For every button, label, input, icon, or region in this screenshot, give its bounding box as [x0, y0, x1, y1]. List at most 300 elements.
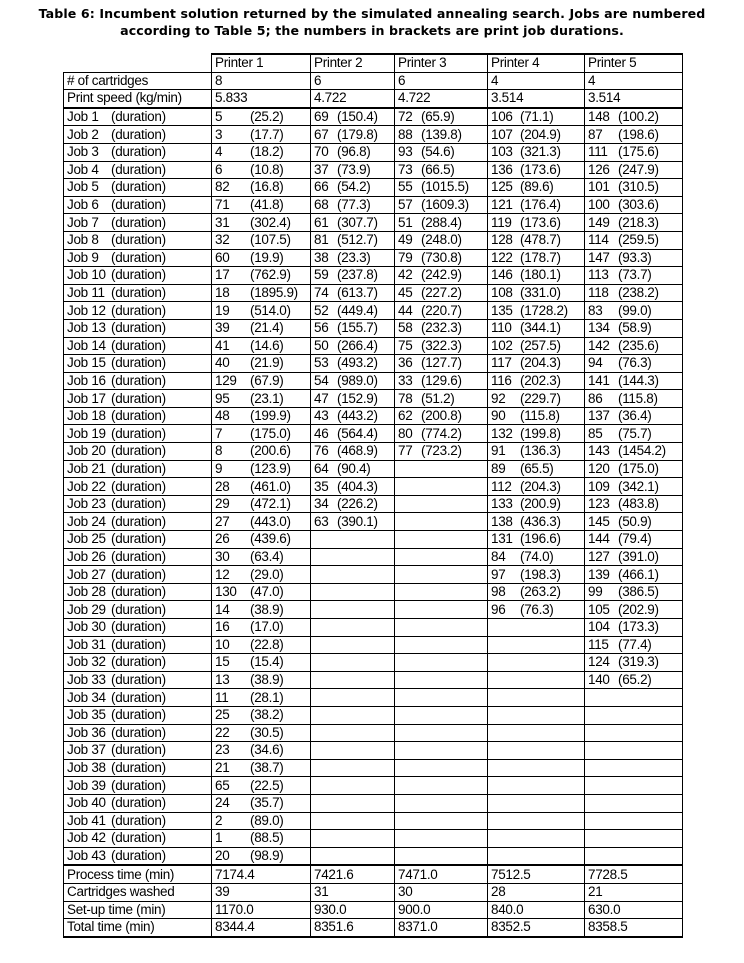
job-assignment-cell: [488, 706, 585, 724]
job-assignment-cell: [395, 319, 488, 337]
job-assignment-cell: [488, 636, 585, 654]
job-assignment-cell: [212, 337, 311, 355]
job-assignment-cell: [585, 548, 683, 566]
job-assignment-cell: [395, 495, 488, 513]
job-number-label: Job 10: [67, 267, 106, 283]
job-assignment-cell: [311, 794, 395, 812]
job-duration: (342.1): [618, 478, 659, 494]
job-duration: (22.5): [250, 777, 284, 793]
row-label: Cartridges washed: [64, 883, 212, 901]
job-id: 128: [491, 232, 513, 248]
row-value: 28: [488, 883, 585, 901]
job-label: [64, 794, 212, 812]
job-id: 9: [215, 460, 223, 476]
duration-label: (duration): [111, 566, 166, 582]
job-duration: (202.9): [618, 601, 659, 617]
row-value: 31: [311, 883, 395, 901]
job-duration: (1895.9): [250, 285, 298, 301]
duration-label: (duration): [111, 478, 166, 494]
job-duration: (198.6): [618, 126, 659, 142]
job-label: [64, 495, 212, 513]
job-assignment-cell: [488, 284, 585, 302]
job-id: 35: [314, 478, 329, 494]
job-id: 22: [215, 724, 230, 740]
job-assignment-cell: [585, 583, 683, 601]
job-id: 63: [314, 513, 329, 529]
job-label: [64, 513, 212, 531]
job-assignment-cell: [488, 108, 585, 126]
job-assignment-cell: [311, 407, 395, 425]
job-assignment-cell: [212, 478, 311, 496]
job-id: 91: [491, 443, 506, 459]
job-duration: (18.2): [250, 144, 284, 160]
job-id: 129: [215, 372, 237, 388]
row-value: 39: [212, 883, 311, 901]
duration-label: (duration): [111, 232, 166, 248]
job-duration: (232.3): [421, 320, 462, 336]
job-duration: (198.3): [520, 566, 561, 582]
job-label: [64, 812, 212, 830]
job-id: 68: [314, 197, 329, 213]
job-number-label: Job 19: [67, 425, 106, 441]
job-duration: (21.4): [250, 320, 284, 336]
job-number-label: Job 1: [67, 109, 99, 125]
job-number-label: Job 17: [67, 390, 106, 406]
job-duration: (66.5): [421, 161, 455, 177]
job-number-label: Job 32: [67, 654, 106, 670]
job-assignment-cell: [488, 460, 585, 478]
job-label: [64, 671, 212, 689]
job-duration: (17.0): [250, 619, 284, 635]
job-assignment-cell: [311, 478, 395, 496]
job-assignment-cell: [311, 706, 395, 724]
job-id: 65: [215, 777, 230, 793]
job-id: 135: [491, 302, 513, 318]
job-assignment-cell: [212, 742, 311, 760]
job-id: 33: [398, 372, 413, 388]
job-assignment-cell: [311, 724, 395, 742]
job-assignment-cell: [395, 706, 488, 724]
job-number-label: Job 29: [67, 601, 106, 617]
job-duration: (139.8): [421, 126, 462, 142]
row-value: 8: [212, 72, 311, 90]
job-duration: (218.3): [618, 214, 659, 230]
job-assignment-cell: [585, 390, 683, 408]
job-duration: (150.4): [337, 109, 378, 125]
job-label: [64, 583, 212, 601]
job-number-label: Job 39: [67, 777, 106, 793]
row-value: 840.0: [488, 901, 585, 919]
job-id: 12: [215, 566, 230, 582]
job-label: [64, 443, 212, 461]
job-duration: (730.8): [421, 249, 462, 265]
job-duration: (74.0): [520, 548, 554, 564]
job-assignment-cell: [311, 548, 395, 566]
job-assignment-cell: [311, 531, 395, 549]
job-assignment-cell: [585, 759, 683, 777]
job-number-label: Job 22: [67, 478, 106, 494]
job-assignment-cell: [585, 706, 683, 724]
job-duration: (38.2): [250, 707, 284, 723]
summary-row: [64, 883, 683, 901]
duration-label: (duration): [111, 179, 166, 195]
job-assignment-cell: [488, 143, 585, 161]
job-row: [64, 460, 683, 478]
job-id: 121: [491, 197, 513, 213]
job-assignment-cell: [488, 390, 585, 408]
table-caption: [0, 5, 744, 39]
job-assignment-cell: [212, 689, 311, 707]
duration-label: (duration): [111, 408, 166, 424]
job-assignment-cell: [395, 425, 488, 443]
job-id: 85: [588, 425, 603, 441]
job-label: [64, 267, 212, 285]
printer-header: Printer 1: [212, 54, 311, 72]
job-duration: (29.0): [250, 566, 284, 582]
job-id: 37: [314, 161, 329, 177]
job-id: 140: [588, 672, 610, 688]
job-duration: (226.2): [337, 496, 378, 512]
job-id: 86: [588, 390, 603, 406]
job-number-label: Job 14: [67, 337, 106, 353]
job-id: 93: [398, 144, 413, 160]
job-duration: (220.7): [421, 302, 462, 318]
job-row: [64, 671, 683, 689]
job-id: 84: [491, 548, 506, 564]
job-duration: (73.7): [618, 267, 652, 283]
job-duration: (16.8): [250, 179, 284, 195]
job-id: 67: [314, 126, 329, 142]
job-duration: (229.7): [520, 390, 561, 406]
job-assignment-cell: [212, 619, 311, 637]
job-duration: (136.3): [520, 443, 561, 459]
job-id: 113: [588, 267, 609, 283]
job-assignment-cell: [395, 566, 488, 584]
job-assignment-cell: [395, 267, 488, 285]
job-assignment-cell: [395, 830, 488, 848]
job-id: 112: [491, 478, 512, 494]
job-duration: (288.4): [421, 214, 462, 230]
job-assignment-cell: [395, 794, 488, 812]
duration-label: (duration): [111, 425, 166, 441]
job-assignment-cell: [585, 319, 683, 337]
job-assignment-cell: [488, 759, 585, 777]
job-id: 30: [215, 548, 230, 564]
job-id: 64: [314, 460, 329, 476]
job-id: 2: [215, 812, 223, 828]
job-duration: (613.7): [337, 285, 378, 301]
job-assignment-cell: [311, 513, 395, 531]
job-id: 14: [215, 601, 230, 617]
job-assignment-cell: [311, 179, 395, 197]
job-id: 148: [588, 109, 610, 125]
job-assignment-cell: [395, 337, 488, 355]
job-assignment-cell: [585, 372, 683, 390]
job-assignment-cell: [395, 214, 488, 232]
job-row: [64, 478, 683, 496]
job-assignment-cell: [212, 830, 311, 848]
job-number-label: Job 37: [67, 742, 106, 758]
job-assignment-cell: [212, 847, 311, 865]
job-id: 7: [215, 425, 223, 441]
job-id: 89: [491, 460, 506, 476]
duration-label: (duration): [111, 337, 166, 353]
job-assignment-cell: [488, 214, 585, 232]
job-id: 138: [491, 513, 513, 529]
job-assignment-cell: [212, 566, 311, 584]
job-duration: (89.6): [520, 179, 554, 195]
job-number-label: Job 34: [67, 689, 106, 705]
job-id: 142: [588, 337, 610, 353]
job-id: 56: [314, 320, 329, 336]
printer-header: Printer 3: [395, 54, 488, 72]
job-id: 13: [215, 672, 230, 688]
job-duration: (179.8): [337, 126, 378, 142]
job-assignment-cell: [488, 443, 585, 461]
job-duration: (331.0): [520, 285, 561, 301]
job-assignment-cell: [488, 161, 585, 179]
job-number-label: Job 38: [67, 760, 106, 776]
job-duration: (107.5): [250, 232, 291, 248]
job-assignment-cell: [395, 443, 488, 461]
job-assignment-cell: [488, 830, 585, 848]
job-assignment-cell: [395, 126, 488, 144]
job-label: [64, 724, 212, 742]
job-assignment-cell: [585, 654, 683, 672]
job-assignment-cell: [311, 214, 395, 232]
job-id: 74: [314, 285, 329, 301]
job-id: 141: [588, 372, 610, 388]
job-id: 32: [215, 232, 230, 248]
job-row: [64, 161, 683, 179]
job-id: 88: [398, 126, 413, 142]
job-assignment-cell: [488, 179, 585, 197]
job-assignment-cell: [395, 249, 488, 267]
job-duration: (65.2): [618, 672, 652, 688]
job-assignment-cell: [212, 108, 311, 126]
job-assignment-cell: [212, 249, 311, 267]
job-duration: (175.6): [618, 144, 659, 160]
job-row: [64, 724, 683, 742]
job-assignment-cell: [311, 654, 395, 672]
duration-label: (duration): [111, 372, 166, 388]
job-id: 130: [215, 584, 237, 600]
job-row: [64, 566, 683, 584]
job-duration: (449.4): [337, 302, 378, 318]
job-duration: (175.0): [250, 425, 291, 441]
job-duration: (23.3): [337, 249, 371, 265]
job-duration: (88.5): [250, 830, 284, 846]
job-assignment-cell: [311, 302, 395, 320]
job-assignment-cell: [311, 566, 395, 584]
job-assignment-cell: [212, 724, 311, 742]
row-value: 6: [311, 72, 395, 90]
duration-label: (duration): [111, 355, 166, 371]
job-id: 106: [491, 109, 513, 125]
row-value: 8352.5: [488, 919, 585, 937]
job-id: 52: [314, 302, 329, 318]
job-duration: (443.0): [250, 513, 291, 529]
job-label: [64, 231, 212, 249]
job-id: 50: [314, 337, 329, 353]
job-duration: (51.2): [421, 390, 455, 406]
job-duration: (319.3): [618, 654, 659, 670]
job-label: [64, 319, 212, 337]
job-duration: (173.6): [520, 161, 561, 177]
job-duration: (25.2): [250, 109, 284, 125]
job-assignment-cell: [585, 231, 683, 249]
job-id: 147: [588, 249, 610, 265]
job-label: [64, 566, 212, 584]
job-duration: (76.3): [618, 355, 652, 371]
job-duration: (36.4): [618, 408, 652, 424]
job-assignment-cell: [311, 495, 395, 513]
job-label: [64, 531, 212, 549]
incumbent-solution-table: [63, 53, 683, 938]
job-id: 21: [215, 760, 230, 776]
job-row: [64, 689, 683, 707]
job-id: 77: [398, 443, 413, 459]
job-id: 69: [314, 109, 329, 125]
duration-label: (duration): [111, 197, 166, 213]
job-assignment-cell: [311, 284, 395, 302]
job-assignment-cell: [395, 108, 488, 126]
job-label: [64, 161, 212, 179]
job-assignment-cell: [311, 319, 395, 337]
job-assignment-cell: [488, 196, 585, 214]
job-assignment-cell: [585, 601, 683, 619]
job-label: [64, 460, 212, 478]
job-assignment-cell: [488, 495, 585, 513]
job-duration: (152.9): [337, 390, 378, 406]
job-assignment-cell: [395, 302, 488, 320]
job-id: 48: [215, 408, 230, 424]
job-id: 136: [491, 161, 513, 177]
job-assignment-cell: [488, 812, 585, 830]
row-value: 6: [395, 72, 488, 90]
job-assignment-cell: [585, 196, 683, 214]
job-duration: (14.6): [250, 337, 284, 353]
job-id: 145: [588, 513, 610, 529]
job-assignment-cell: [212, 126, 311, 144]
job-label: [64, 284, 212, 302]
row-value: 8371.0: [395, 919, 488, 937]
job-assignment-cell: [585, 812, 683, 830]
job-id: 83: [588, 302, 603, 318]
job-assignment-cell: [395, 231, 488, 249]
job-assignment-cell: [488, 302, 585, 320]
job-duration: (204.3): [520, 478, 561, 494]
row-value: 1170.0: [212, 901, 311, 919]
job-id: 101: [588, 179, 610, 195]
job-id: 61: [314, 214, 329, 230]
job-assignment-cell: [311, 601, 395, 619]
job-duration: (15.4): [250, 654, 284, 670]
job-assignment-cell: [395, 196, 488, 214]
job-assignment-cell: [212, 214, 311, 232]
job-number-label: Job 6: [67, 197, 99, 213]
row-value: 4.722: [395, 90, 488, 108]
job-label: [64, 478, 212, 496]
job-label: [64, 126, 212, 144]
job-duration: (774.2): [421, 425, 462, 441]
job-assignment-cell: [585, 337, 683, 355]
job-id: 100: [588, 197, 610, 213]
job-number-label: Job 26: [67, 548, 106, 564]
job-assignment-cell: [311, 619, 395, 637]
job-assignment-cell: [311, 636, 395, 654]
job-assignment-cell: [311, 249, 395, 267]
job-duration: (127.7): [421, 355, 462, 371]
job-number-label: Job 3: [67, 144, 99, 160]
job-assignment-cell: [311, 161, 395, 179]
job-assignment-cell: [212, 759, 311, 777]
job-id: 55: [398, 179, 413, 195]
job-id: 42: [398, 267, 413, 283]
duration-label: (duration): [111, 302, 166, 318]
job-duration: (38.9): [250, 672, 284, 688]
job-assignment-cell: [395, 583, 488, 601]
job-number-label: Job 28: [67, 584, 106, 600]
job-id: 53: [314, 355, 329, 371]
job-assignment-cell: [395, 742, 488, 760]
job-row: [64, 847, 683, 865]
duration-label: (duration): [111, 126, 166, 142]
duration-label: (duration): [111, 267, 166, 283]
job-assignment-cell: [395, 601, 488, 619]
duration-label: (duration): [111, 601, 166, 617]
job-row: [64, 425, 683, 443]
duration-label: (duration): [111, 460, 166, 476]
job-id: 107: [491, 126, 513, 142]
duration-label: (duration): [111, 513, 166, 529]
job-assignment-cell: [585, 460, 683, 478]
job-id: 73: [398, 161, 413, 177]
job-id: 47: [314, 390, 329, 406]
duration-label: (duration): [111, 636, 166, 652]
job-duration: (54.6): [421, 144, 455, 160]
job-id: 5: [215, 109, 223, 125]
duration-label: (duration): [111, 707, 166, 723]
job-row: [64, 179, 683, 197]
job-duration: (89.0): [250, 812, 284, 828]
job-assignment-cell: [212, 302, 311, 320]
duration-label: (duration): [111, 672, 166, 688]
job-id: 105: [588, 601, 610, 617]
job-duration: (237.8): [337, 267, 378, 283]
job-assignment-cell: [488, 566, 585, 584]
job-duration: (199.9): [250, 408, 291, 424]
job-assignment-cell: [488, 478, 585, 496]
job-id: 102: [491, 337, 513, 353]
job-assignment-cell: [488, 513, 585, 531]
printer-header: Printer 5: [585, 54, 683, 72]
job-id: 72: [398, 109, 413, 125]
job-assignment-cell: [585, 478, 683, 496]
job-assignment-cell: [585, 830, 683, 848]
row-value: 930.0: [311, 901, 395, 919]
job-number-label: Job 43: [67, 848, 106, 864]
job-id: 24: [215, 795, 230, 811]
job-duration: (436.3): [520, 513, 561, 529]
job-assignment-cell: [488, 619, 585, 637]
job-assignment-cell: [395, 531, 488, 549]
job-duration: (144.3): [618, 372, 659, 388]
job-assignment-cell: [585, 636, 683, 654]
job-assignment-cell: [395, 460, 488, 478]
job-assignment-cell: [488, 531, 585, 549]
job-id: 46: [314, 425, 329, 441]
